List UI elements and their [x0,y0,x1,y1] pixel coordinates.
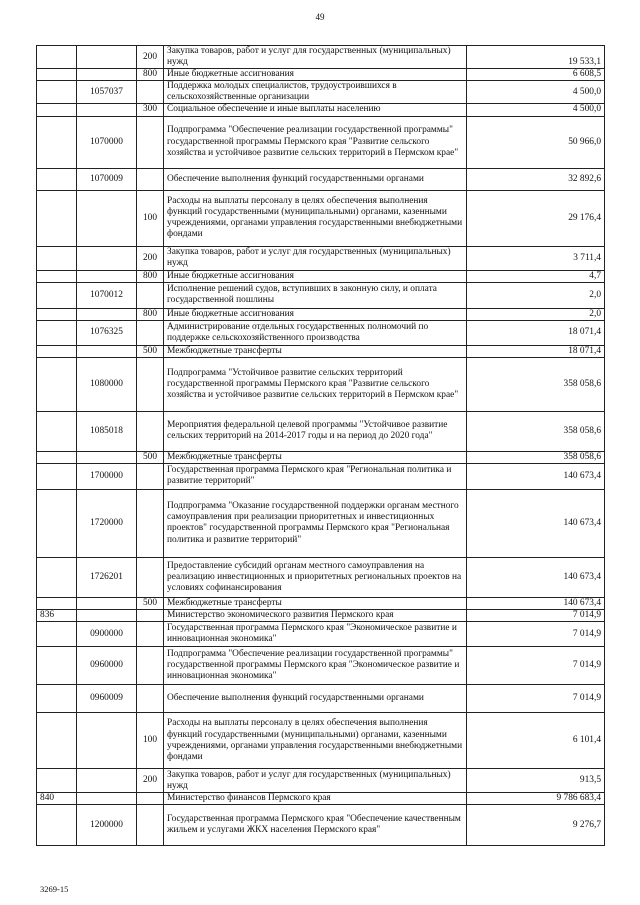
expense-type-cell: 200 [137,246,164,270]
expense-type-cell [137,685,164,713]
department-code-cell: 836 [37,610,77,622]
department-code-cell [37,345,77,357]
table-row [37,622,605,647]
description-cell: Предоставление субсидий органам местного самоуправления на реализацию инвестиционных и приоритетных региональных проектов на условиях софинансирования [164,557,467,597]
amount-cell: 2,0 [467,282,605,308]
description-cell: Закупка товаров, работ и услуг для государственных (муниципальных) нужд [164,246,467,270]
amount-cell: 32 892,6 [467,168,605,190]
target-article-cell: 1080000 [77,357,137,411]
description-cell: Государственная программа Пермского края "Обеспечение качественным жильем и услугами ЖКХ населения Пермского края" [164,805,467,846]
table-row [37,46,605,69]
table-row [37,685,605,713]
table-row [37,357,605,411]
description-cell: Закупка товаров, работ и услуг для государственных (муниципальных) нужд [164,769,467,793]
amount-cell: 7 014,9 [467,685,605,713]
target-article-cell: 1720000 [77,489,137,557]
table-row [37,769,605,793]
page-number: 49 [315,12,325,22]
expense-type-cell [137,622,164,647]
table-row [37,713,605,769]
description-cell: Расходы на выплаты персоналу в целях обеспечения выполнения функций государственными (муниципальными) органами, казенными учреждениями, органами управления государственными внебюджетными фондами [164,713,467,769]
target-article-cell [77,793,137,805]
target-article-cell: 0960000 [77,647,137,685]
amount-cell: 4 500,0 [467,104,605,116]
expense-type-cell: 200 [137,46,164,69]
description-cell: Межбюджетные трансферты [164,597,467,609]
amount-cell: 358 058,6 [467,451,605,463]
footer-code: 3269-15 [40,884,69,894]
expense-type-cell: 800 [137,308,164,320]
amount-cell: 2,0 [467,308,605,320]
amount-cell: 19 533,1 [467,46,605,69]
target-article-cell: 1200000 [77,805,137,846]
description-cell: Подпрограмма "Обеспечение реализации государственной программы" государственной программы Пермского края "Экономическое развитие и инновационная экономика" [164,647,467,685]
expense-type-cell [137,357,164,411]
department-code-cell [37,463,77,489]
department-code-cell [37,46,77,69]
budget-table-body [37,46,605,846]
expense-type-cell [137,489,164,557]
target-article-cell: 1726201 [77,557,137,597]
table-row [37,270,605,282]
department-code-cell [37,116,77,168]
amount-cell: 358 058,6 [467,411,605,451]
amount-cell: 4 500,0 [467,81,605,104]
expense-type-cell: 300 [137,104,164,116]
department-code-cell [37,69,77,81]
department-code-cell [37,308,77,320]
department-code-cell [37,104,77,116]
target-article-cell: 1070000 [77,116,137,168]
amount-cell: 358 058,6 [467,357,605,411]
expense-type-cell: 800 [137,69,164,81]
table-row [37,647,605,685]
description-cell: Расходы на выплаты персоналу в целях обеспечения выполнения функций государственными (муниципальными) органами, казенными учреждениями, органами управления государственными внебюджетными фондами [164,190,467,246]
expense-type-cell [137,320,164,345]
department-code-cell [37,81,77,104]
expense-type-cell [137,463,164,489]
target-article-cell [77,190,137,246]
expense-type-cell: 100 [137,713,164,769]
target-article-cell: 1070009 [77,168,137,190]
target-article-cell [77,345,137,357]
table-row [37,116,605,168]
amount-cell: 140 673,4 [467,489,605,557]
department-code-cell [37,320,77,345]
department-code-cell [37,411,77,451]
target-article-cell [77,451,137,463]
amount-cell: 18 071,4 [467,345,605,357]
description-cell: Закупка товаров, работ и услуг для государственных (муниципальных) нужд [164,46,467,69]
description-cell: Обеспечение выполнения функций государственными органами [164,685,467,713]
table-row [37,597,605,609]
table-row [37,557,605,597]
expense-type-cell [137,282,164,308]
amount-cell: 3 711,4 [467,246,605,270]
amount-cell: 50 966,0 [467,116,605,168]
table-row [37,168,605,190]
amount-cell: 7 014,9 [467,647,605,685]
amount-cell: 6 608,5 [467,69,605,81]
expense-type-cell: 200 [137,769,164,793]
description-cell: Социальное обеспечение и иные выплаты населению [164,104,467,116]
target-article-cell [77,308,137,320]
amount-cell: 4,7 [467,270,605,282]
target-article-cell [77,69,137,81]
description-cell: Межбюджетные трансферты [164,345,467,357]
amount-cell: 7 014,9 [467,622,605,647]
description-cell: Исполнение решений судов, вступивших в законную силу, и оплата государственной пошлины [164,282,467,308]
description-cell: Подпрограмма "Обеспечение реализации государственной программы" государственной программы Пермского края "Развитие сельского хозяйства и устойчивое развитие сельских территорий в Пермском крае" [164,116,467,168]
amount-cell: 9 786 683,4 [467,793,605,805]
table-row [37,345,605,357]
expense-type-cell [137,411,164,451]
description-cell: Мероприятия федеральной целевой программы "Устойчивое развитие сельских территорий на 2014-2017 годы и на период до 2020 года" [164,411,467,451]
table-row [37,793,605,805]
target-article-cell: 1057037 [77,81,137,104]
expense-type-cell: 100 [137,190,164,246]
expense-type-cell [137,116,164,168]
target-article-cell [77,104,137,116]
department-code-cell [37,489,77,557]
expense-type-cell [137,557,164,597]
table-row [37,805,605,846]
target-article-cell [77,769,137,793]
department-code-cell [37,713,77,769]
target-article-cell [77,270,137,282]
amount-cell: 913,5 [467,769,605,793]
amount-cell: 18 071,4 [467,320,605,345]
expense-type-cell [137,81,164,104]
table-row [37,451,605,463]
department-code-cell [37,190,77,246]
expense-type-cell [137,805,164,846]
expense-type-cell: 800 [137,270,164,282]
description-cell: Государственная программа Пермского края "Экономическое развитие и инновационная экономика" [164,622,467,647]
description-cell: Министерство экономического развития Пермского края [164,610,467,622]
target-article-cell: 1076325 [77,320,137,345]
expense-type-cell [137,647,164,685]
amount-cell: 7 014,9 [467,610,605,622]
target-article-cell: 1070012 [77,282,137,308]
department-code-cell [37,246,77,270]
table-row [37,104,605,116]
target-article-cell: 0900000 [77,622,137,647]
amount-cell: 140 673,4 [467,463,605,489]
description-cell: Иные бюджетные ассигнования [164,69,467,81]
department-code-cell [37,805,77,846]
description-cell: Иные бюджетные ассигнования [164,308,467,320]
description-cell: Иные бюджетные ассигнования [164,270,467,282]
description-cell: Государственная программа Пермского края "Региональная политика и развитие территорий" [164,463,467,489]
table-row [37,190,605,246]
amount-cell: 6 101,4 [467,713,605,769]
department-code-cell [37,357,77,411]
expense-type-cell: 500 [137,345,164,357]
expense-type-cell [137,793,164,805]
target-article-cell [77,713,137,769]
department-code-cell [37,769,77,793]
table-row [37,610,605,622]
target-article-cell [77,246,137,270]
table-row [37,411,605,451]
amount-cell: 140 673,4 [467,557,605,597]
amount-cell: 140 673,4 [467,597,605,609]
department-code-cell [37,168,77,190]
expense-type-cell [137,610,164,622]
table-row [37,81,605,104]
table-row [37,282,605,308]
expense-type-cell: 500 [137,597,164,609]
amount-cell: 29 176,4 [467,190,605,246]
budget-table [36,45,605,846]
target-article-cell: 0960009 [77,685,137,713]
table-row [37,489,605,557]
target-article-cell [77,610,137,622]
description-cell: Поддержка молодых специалистов, трудоустроившихся в сельскохозяйственные организации [164,81,467,104]
description-cell: Подпрограмма "Оказание государственной поддержки органам местного самоуправления при реализации приоритетных и инвестиционных проектов" государственной программы Пермского края "Региональная политика и развитие территорий" [164,489,467,557]
amount-cell: 9 276,7 [467,805,605,846]
description-cell: Подпрограмма "Устойчивое развитие сельских территорий государственной программы Пермского края "Развитие сельского хозяйства и устойчивое развитие сельских территорий в Пермском крае" [164,357,467,411]
department-code-cell [37,270,77,282]
target-article-cell: 1085018 [77,411,137,451]
description-cell: Обеспечение выполнения функций государственными органами [164,168,467,190]
target-article-cell [77,597,137,609]
department-code-cell [37,685,77,713]
description-cell: Министерство финансов Пермского края [164,793,467,805]
description-cell: Межбюджетные трансферты [164,451,467,463]
expense-type-cell [137,168,164,190]
table-row [37,246,605,270]
department-code-cell [37,647,77,685]
department-code-cell: 840 [37,793,77,805]
description-cell: Администрирование отдельных государственных полномочий по поддержке сельскохозяйственного производства [164,320,467,345]
department-code-cell [37,282,77,308]
target-article-cell [77,46,137,69]
table-row [37,320,605,345]
department-code-cell [37,622,77,647]
expense-type-cell: 500 [137,451,164,463]
department-code-cell [37,451,77,463]
table-row [37,308,605,320]
department-code-cell [37,597,77,609]
target-article-cell: 1700000 [77,463,137,489]
department-code-cell [37,557,77,597]
table-row [37,463,605,489]
table-row [37,69,605,81]
